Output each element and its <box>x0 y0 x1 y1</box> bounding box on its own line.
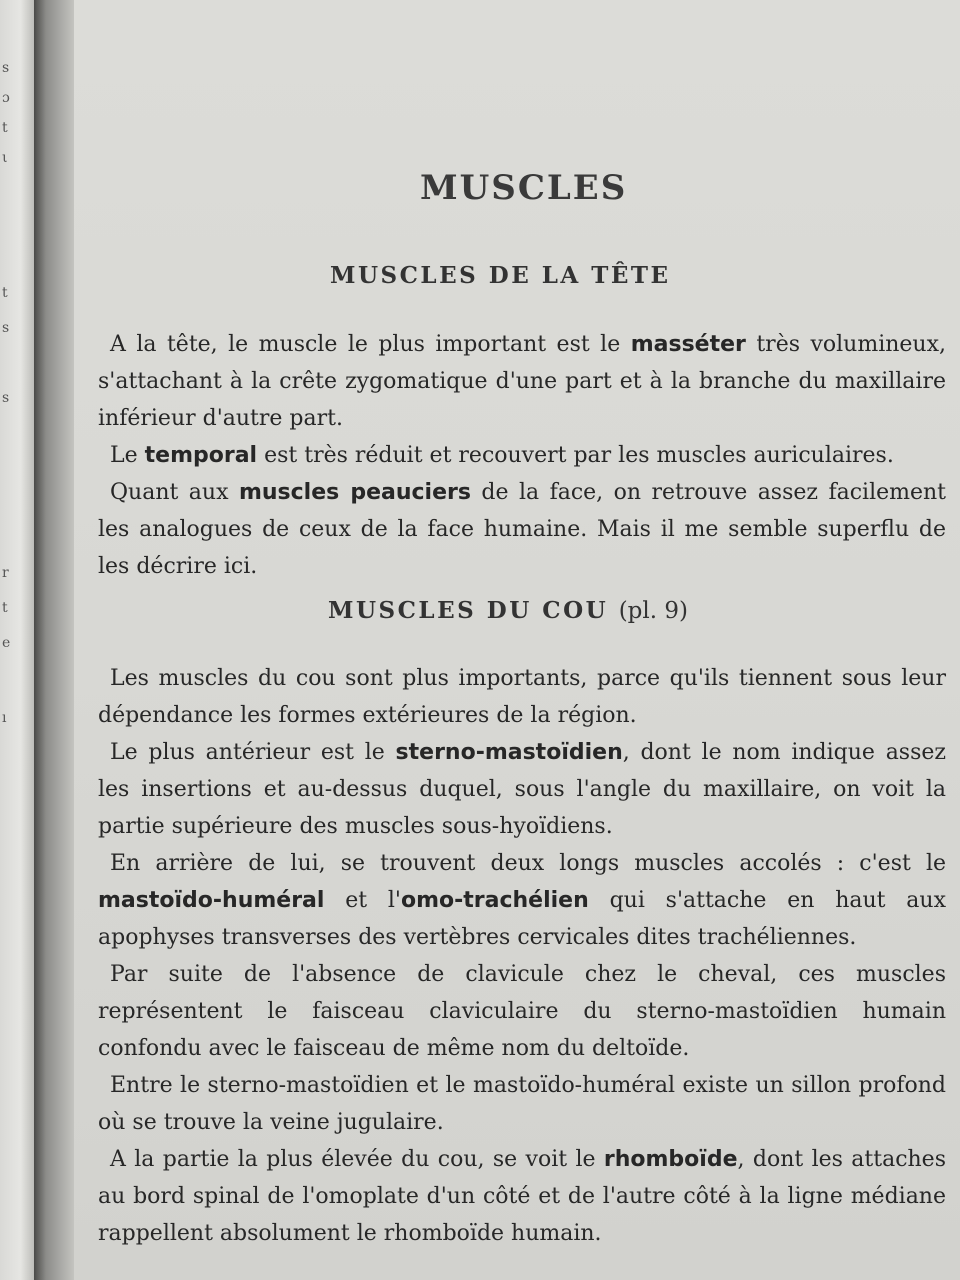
section-title-text: MUSCLES DE LA TÊTE <box>330 262 671 289</box>
term: masséter <box>630 332 746 357</box>
term: sterno-mastoïdien <box>395 740 623 765</box>
paragraph: Quant aux muscles peauciers de la face, on retrouve assez facilement les analogues de ceux de la face humaine. Mais il me semble superflu de les décrire ici. <box>98 480 947 579</box>
facing-page-edge: s ɔ t ι t s s r t e ı <box>0 0 34 1280</box>
paragraph: Le plus antérieur est le sterno-mastoïdien, dont le nom indique assez les insertions et au-dessus duquel, sous l'angle du maxillaire, on voit la partie supérieure des muscles sous-hyoïdiens. <box>98 740 946 839</box>
paragraph: Entre le sterno-mastoïdien et le mastoïdo-huméral existe un sillon profond où se trouve la veine jugulaire. <box>98 1073 946 1135</box>
section-title-head <box>330 262 671 289</box>
paragraph: En arrière de lui, se trouvent deux longs muscles accolés : c'est le mastoïdo-huméral et l'omo-trachélien qui s'attache en haut aux apophyses transverses des vertèbres cervicales dites trachéliennes. <box>98 851 946 950</box>
term: rhomboïde <box>603 1147 738 1172</box>
term: omo-trachélien <box>400 888 589 913</box>
book-gutter <box>34 0 74 1280</box>
section-title-neck <box>328 597 688 624</box>
paragraph: Les muscles du cou sont plus importants, parce qu'ils tiennent sous leur dépendance les formes extérieures de la région. <box>98 666 946 728</box>
chapter-heading: MUSCLES <box>420 168 628 208</box>
term: temporal <box>144 443 258 468</box>
term: mastoïdo-huméral <box>98 888 325 913</box>
paragraph: Le temporal est très réduit et recouvert par les muscles auriculaires. <box>110 443 894 468</box>
paragraph: Par suite de l'absence de clavicule chez le cheval, ces muscles représentent le faisceau claviculaire du sterno-mastoïdien humain confondu avec le faisceau de même nom du deltoïde. <box>98 962 946 1061</box>
book-page <box>74 0 960 1280</box>
paragraph: A la partie la plus élevée du cou, se voit le rhomboïde, dont les attaches au bord spinal de l'omoplate d'un côté et de l'autre côté à la ligne médiane rappellent absolument le rhomboïde humain. <box>98 1147 946 1246</box>
term: muscles peauciers <box>238 480 471 505</box>
section-title-text: MUSCLES DU COU <box>328 597 609 624</box>
paragraph: A la tête, le muscle le plus important est le masséter très volumineux, s'attachant à la crête zygomatique d'une part et à la branche du maxillaire inférieur d'autre part. <box>98 332 947 431</box>
plate-reference: (pl. 9) <box>618 598 688 624</box>
